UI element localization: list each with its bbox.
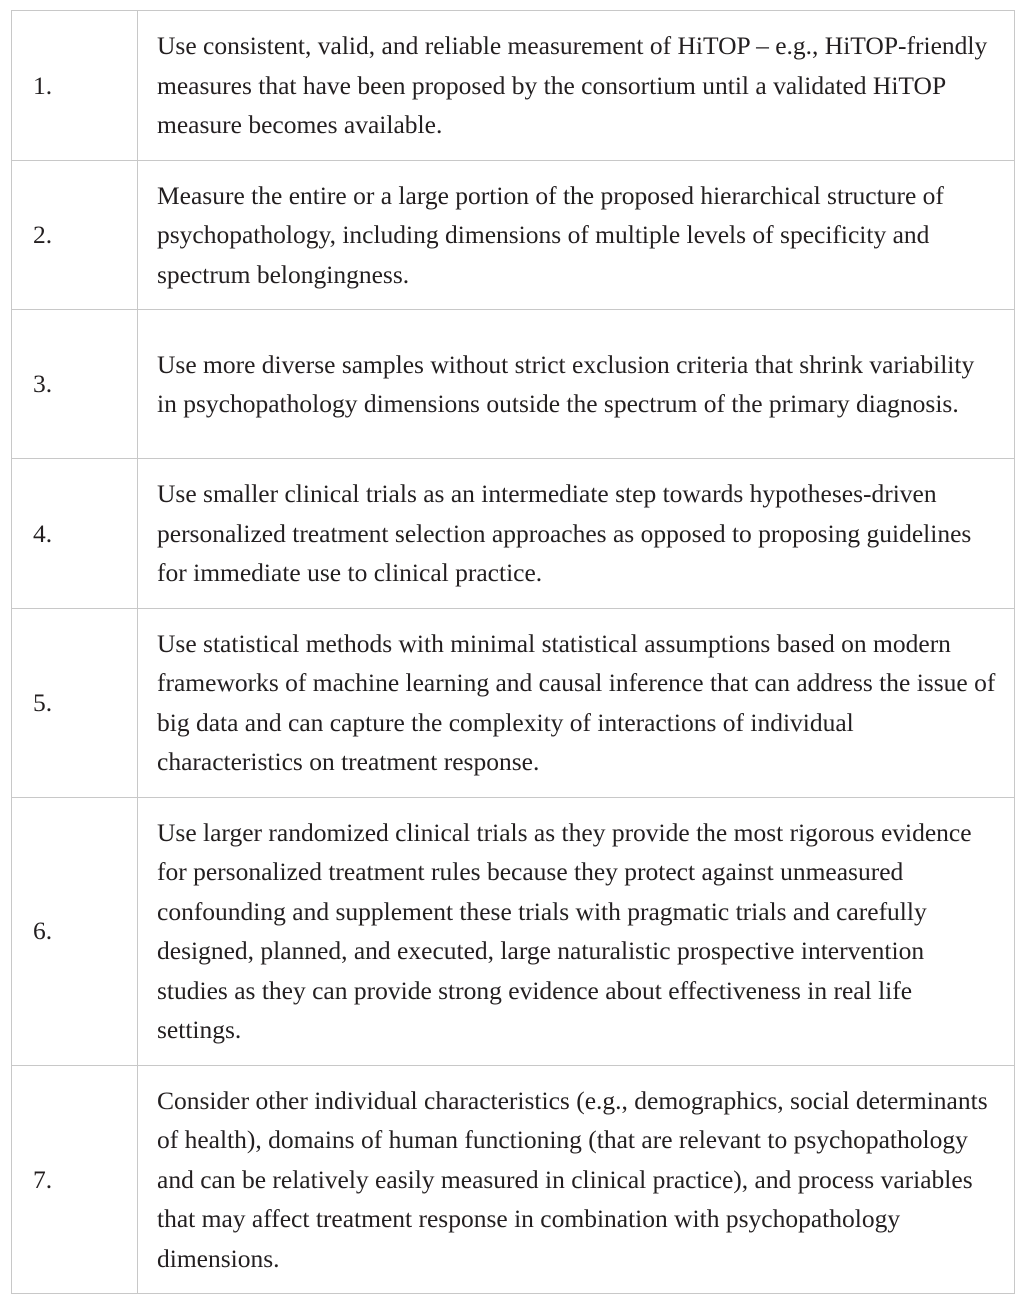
- row-text: Use consistent, valid, and reliable measurement of HiTOP – e.g., HiTOP-friendly measures that have been proposed by the consortium until a validated HiTOP measure becomes available.: [138, 11, 1015, 161]
- recommendations-table: [11, 10, 1015, 1294]
- row-number: 2.: [12, 160, 138, 310]
- row-text: Consider other individual characteristics (e.g., demographics, social determinants of health), domains of human functioning (that are relevant to psychopathology and can be relatively easily measured in clinical practice), and process variables that may affect treatment response in combination with psychopathology dimensions.: [138, 1065, 1015, 1294]
- row-number: 5.: [12, 608, 138, 797]
- row-number: 3.: [12, 310, 138, 459]
- row-text: Use more diverse samples without strict exclusion criteria that shrink variability in psychopathology dimensions outside the spectrum of the primary diagnosis.: [138, 310, 1015, 459]
- table-row: [12, 11, 1015, 161]
- recommendations-table-container: [11, 10, 1015, 1294]
- table-row: [12, 310, 1015, 459]
- row-number: 4.: [12, 459, 138, 609]
- table-row: [12, 160, 1015, 310]
- row-number: 6.: [12, 797, 138, 1065]
- row-number: 1.: [12, 11, 138, 161]
- row-text: Use larger randomized clinical trials as they provide the most rigorous evidence for personalized treatment rules because they protect against unmeasured confounding and supplement these trials with pragmatic trials and carefully designed, planned, and executed, large naturalistic prospective intervention studies as they can provide strong evidence about effectiveness in real life settings.: [138, 797, 1015, 1065]
- table-row: [12, 608, 1015, 797]
- table-row: [12, 459, 1015, 609]
- row-text: Use smaller clinical trials as an intermediate step towards hypotheses-driven personalized treatment selection approaches as opposed to proposing guidelines for immediate use to clinical practice.: [138, 459, 1015, 609]
- row-number: 7.: [12, 1065, 138, 1294]
- row-text: Use statistical methods with minimal statistical assumptions based on modern frameworks of machine learning and causal inference that can address the issue of big data and can capture the complexity of interactions of individual characteristics on treatment response.: [138, 608, 1015, 797]
- row-text: Measure the entire or a large portion of the proposed hierarchical structure of psychopathology, including dimensions of multiple levels of specificity and spectrum belongingness.: [138, 160, 1015, 310]
- table-row: [12, 1065, 1015, 1294]
- table-row: [12, 797, 1015, 1065]
